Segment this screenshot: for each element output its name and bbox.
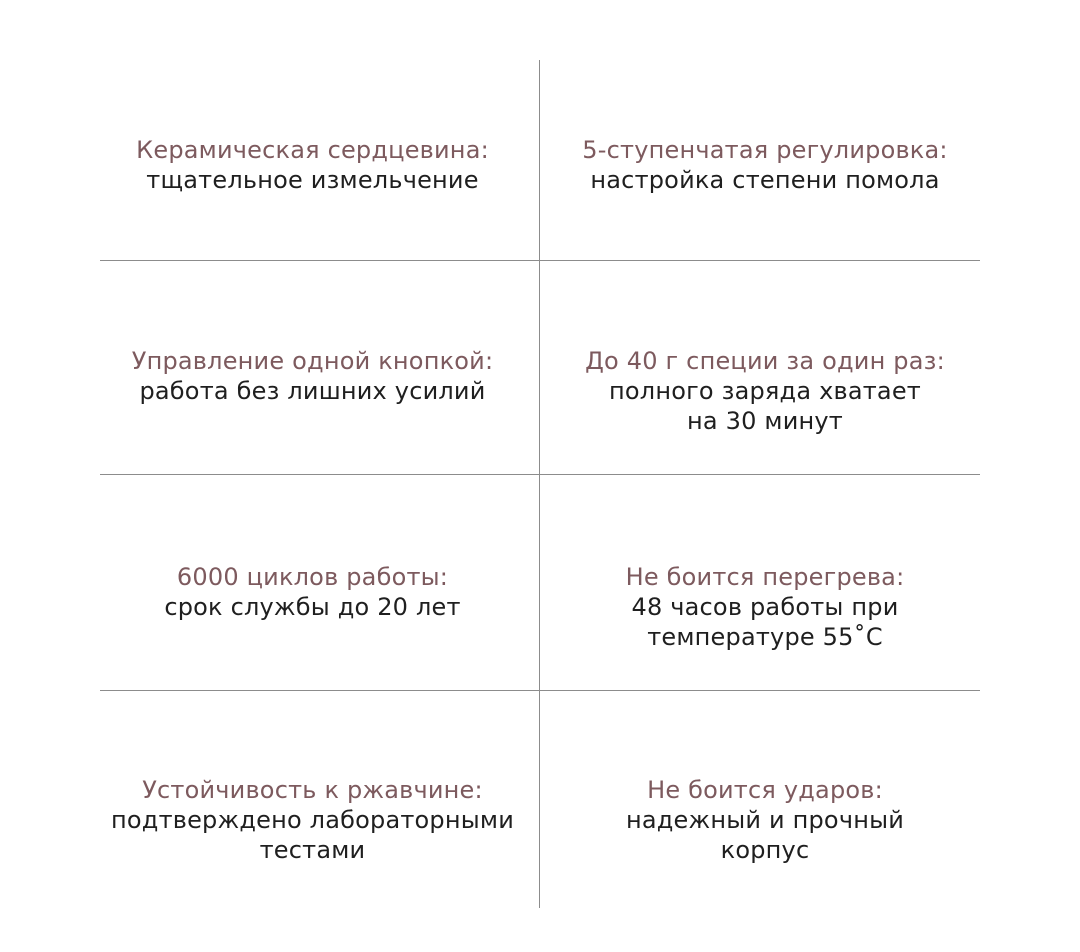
feature-rust [90,775,535,865]
feature-overheat [545,562,985,652]
feature-heading: Керамическая сердцевина: [136,136,489,164]
horizontal-divider [100,690,980,691]
feature-description: полного заряда хватает на 30 минут [609,377,921,435]
feature-heading: Управление одной кнопкой: [131,347,494,375]
feature-heading: 6000 циклов работы: [176,563,449,591]
vertical-divider [539,60,540,908]
feature-heading: Не боится перегрева: [625,563,905,591]
feature-cycles [90,562,535,622]
feature-impact [545,775,985,865]
feature-heading: Устойчивость к ржавчине: [142,776,483,804]
feature-adjustment [545,135,985,195]
feature-description: тщательное измельчение [146,166,479,194]
feature-description: 48 часов работы при температуре 55˚С [631,593,899,651]
feature-description: работа без лишних усилий [139,377,486,405]
feature-capacity [545,346,985,436]
horizontal-divider [100,260,980,261]
horizontal-divider [100,474,980,475]
feature-heading: До 40 г специи за один раз: [585,347,945,375]
feature-ceramic-core [90,135,535,195]
feature-description: надежный и прочный корпус [625,806,905,864]
feature-description: подтверждено лабораторными тестами [111,806,514,864]
feature-heading: 5-ступенчатая регулировка: [582,136,948,164]
feature-description: настройка степени помола [590,166,940,194]
feature-description: срок службы до 20 лет [164,593,461,621]
feature-one-button [90,346,535,406]
feature-heading: Не боится ударов: [647,776,883,804]
